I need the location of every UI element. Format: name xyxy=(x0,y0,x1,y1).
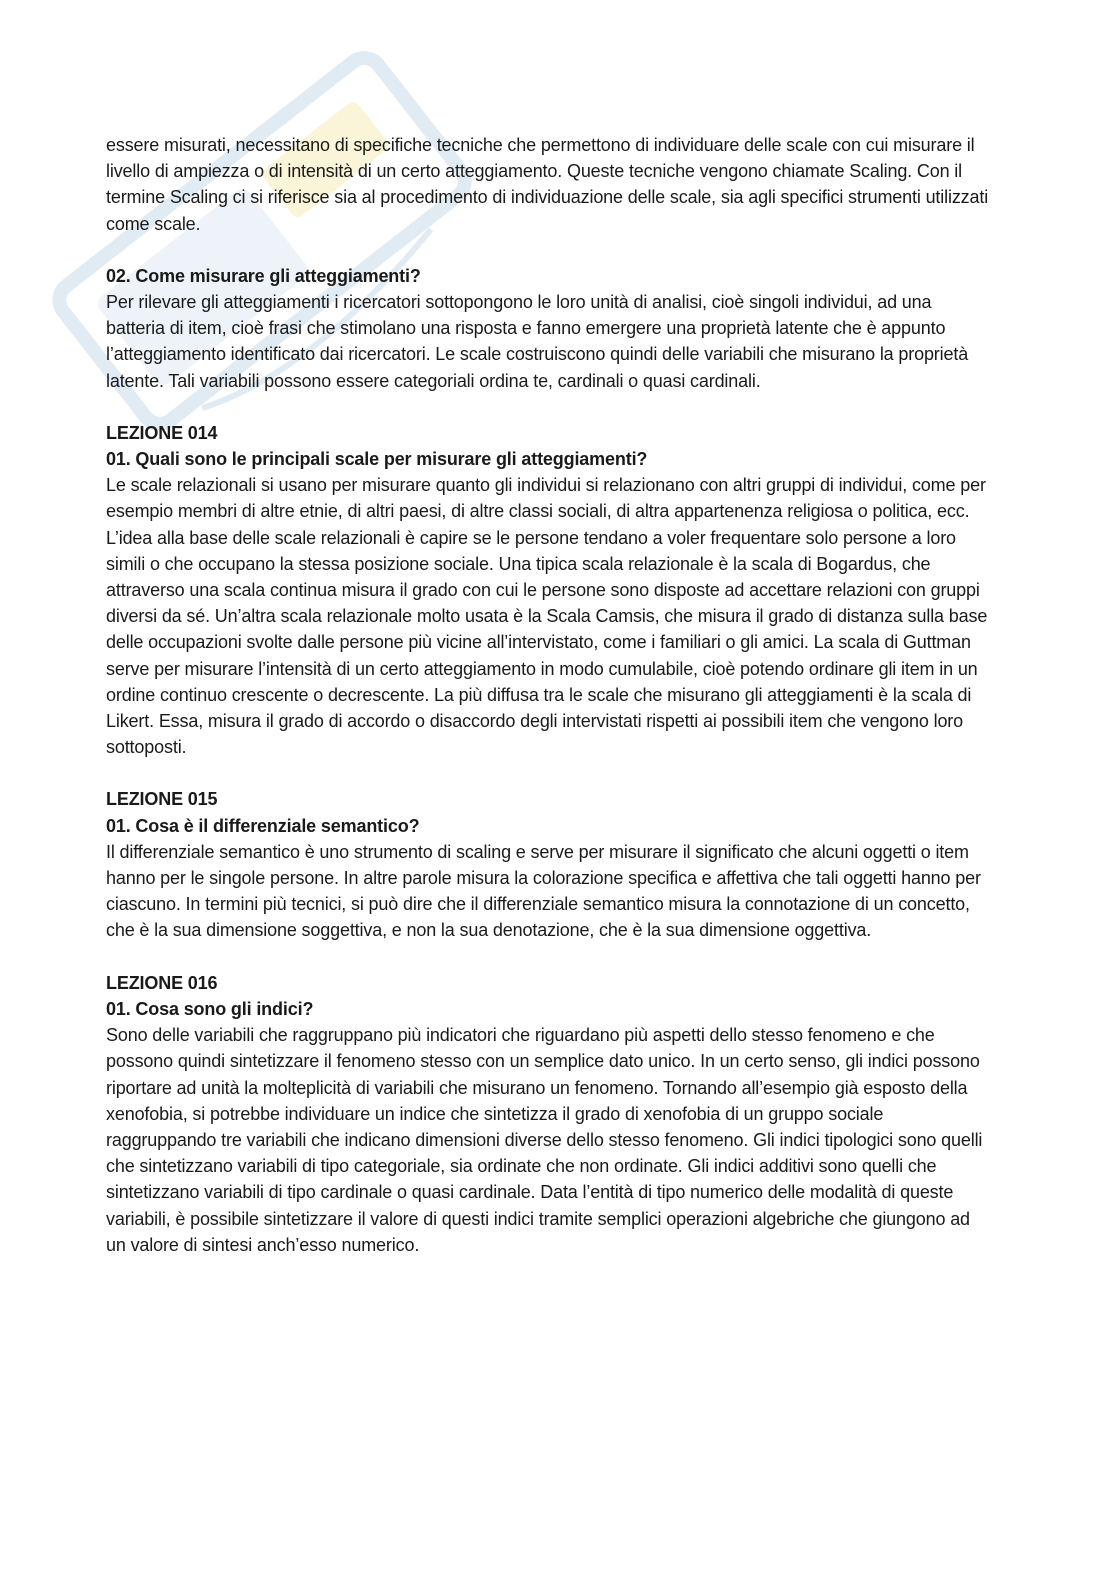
lesson-016-question: 01. Cosa sono gli indici? xyxy=(106,998,314,1019)
lesson-015-question: 01. Cosa è il differenziale semantico? xyxy=(106,815,420,836)
lesson-014-answer: Le scale relazionali si usano per misurare quanto gli individui si relazionano con altri gruppi di individui, come per esempio membri di altre etnie, di altri paesi, di altre classi sociali, di altra appartenenza religiosa o politica, ecc. L’idea alla base delle scale relazionali è capire se le persone tendano a voler frequentare solo persone a loro simili o che occupano la stessa posizione sociale. Una tipica scala relazionale è la scala di Bogardus, che attraverso una scala continua misura il grado con cui le persone sono disposte ad accettare relazioni con gruppi diversi da sé. Un’altra scala relazionale molto usata è la Scala Camsis, che misura il grado di distanza sulla base delle occupazioni svolte dalle persone più vicine all’intervistato, come i familiari o gli amici. La scala di Guttman serve per misurare l’intensità di un certo atteggiamento in modo cumulabile, cioè potendo ordinare gli item in un ordine continuo crescente o decrescente. La più diffusa tra le scale che misurano gli atteggiamenti è la scala di Likert. Essa, misura il grado di accordo o disaccordo degli intervistati rispetti ai possibili item che vengono loro sottoposti. xyxy=(106,475,988,758)
spacer xyxy=(106,394,990,420)
lesson-016-answer: Sono delle variabili che raggruppano più indicatori che riguardano più aspetti dello stesso fenomeno e che possono quindi sintetizzare il fenomeno stesso con un semplice dato unico. In un certo senso, gli indici possono riportare ad unità la molteplicità di variabili che misurano un fenomeno. Tornando all’esempio già esposto della xenofobia, si potrebbe individuare un indice che sintetizza il grado di xenofobia di un gruppo sociale raggruppando tre variabili che indicano dimensioni diverse dello stesso fenomeno. Gli indici tipologici sono quelli che sintetizzano variabili di tipo categoriale, sia ordinate che non ordinate. Gli indici additivi sono quelli che sintetizzano variabili di tipo cardinale o quasi cardinale. Data l’entità di tipo numerico delle modalità di queste variabili, è possibile sintetizzare il valore di questi indici tramite semplici operazioni algebriche che giungono ad un valore di sintesi anch’esso numerico. xyxy=(106,1025,983,1255)
spacer xyxy=(106,760,990,786)
lesson-016-title: LEZIONE 016 xyxy=(106,972,218,993)
answer-02: Per rilevare gli atteggiamenti i ricercatori sottopongono le loro unità di analisi, cioè singoli individui, ad una batteria di item, cioè frasi che stimolano una risposta e fanno emergere una proprietà latente che è appunto l’atteggiamento identificato dai ricercatori. Le scale costruiscono quindi delle variabili che misurano la proprietà latente. Tali variabili possono essere categoriali ordina te, cardinali o quasi cardinali. xyxy=(106,292,969,391)
lesson-014-question: 01. Quali sono le principali scale per misurare gli atteggiamenti? xyxy=(106,449,648,470)
lesson-014-title: LEZIONE 014 xyxy=(106,422,218,443)
document-body xyxy=(106,132,990,1258)
spacer xyxy=(106,237,990,263)
lesson-015-answer: Il differenziale semantico è uno strumento di scaling e serve per misurare il significato che alcuni oggetti o item hanno per le singole persone. In altre parole misura la colorazione specifica e affettiva che tali oggetti hanno per ciascuno. In termini più tecnici, si può dire che il differenziale semantico misura la connotazione di un concetto, che è la sua dimensione soggettiva, e non la sua denotazione, che è la sua dimensione oggettiva. xyxy=(106,841,981,941)
intro-paragraph: essere misurati, necessitano di specifiche tecniche che permettono di individuare delle scale con cui misurare il livello di ampiezza o di intensità di un certo atteggiamento. Queste tecniche vengono chiamate Scaling. Con il termine Scaling ci si riferisce sia al procedimento di individuazione delle scale, sia agli specifici strumenti utilizzati come scale. xyxy=(106,135,989,234)
spacer xyxy=(106,944,990,970)
question-02: 02. Come misurare gli atteggiamenti? xyxy=(106,265,421,286)
lesson-015-title: LEZIONE 015 xyxy=(106,789,218,810)
